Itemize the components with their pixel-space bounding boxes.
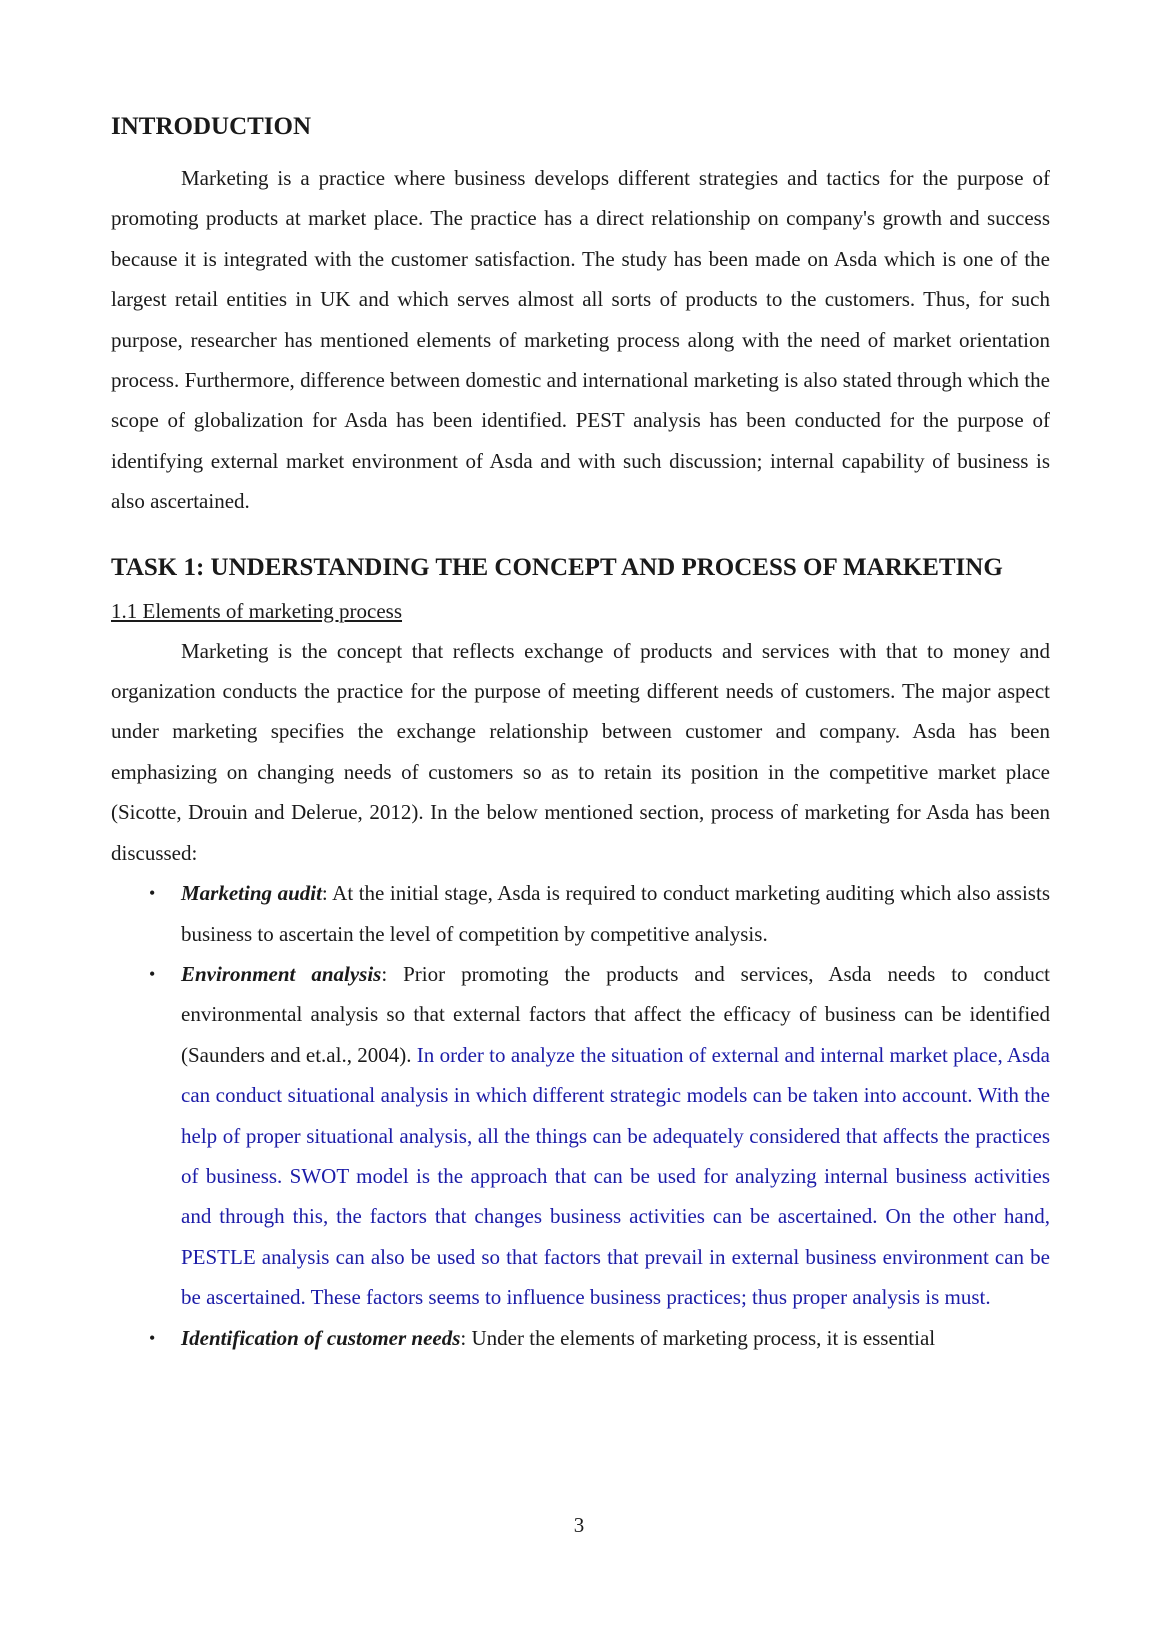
section-1-1-heading: 1.1 Elements of marketing process	[111, 598, 403, 623]
bullet-text: : Prior promoting the products and services, Asda needs to conduct environmental analysis so that external factors that affect the efficacy of business can be identified (Saunders and et.al., 2004).	[181, 961, 1050, 1067]
task1-heading: TASK 1: UNDERSTANDING THE CONCEPT AND PROCESS OF MARKETING	[111, 553, 1003, 581]
bullet-term: Identification of customer needs	[181, 1325, 461, 1350]
highlighted-text: In order to analyze the situation of external and internal market place, Asda can conduct situational analysis in which different strategic models can be taken into account. With the help of proper situational analysis, all the things can be adequately considered that affects the practices of business. SWOT model is the approach that can be used for analyzing internal business activities and through this, the factors that changes business activities can be ascertained. On the other hand, PESTLE analysis can also be used so that factors that prevail in external business environment can be be ascertained. These factors seems to influence business practices; thus proper analysis is must.	[181, 1042, 1051, 1310]
document-page	[111, 104, 1050, 1358]
bullet-text: : At the initial stage, Asda is required to conduct marketing auditing which also assists business to ascertain the level of competition by competitive analysis.	[181, 881, 1050, 946]
bullet-icon: •	[149, 963, 156, 984]
task1-paragraph: Marketing is the concept that reflects exchange of products and services with that to money and organization conducts the practice for the purpose of meeting different needs of customers. The major aspect under marketing specifies the exchange relationship between customer and company. Asda has been emphasizing on changing needs of customers so as to retain its position in the competitive market place (Sicotte, Drouin and Delerue, 2012). In the below mentioned section, process of marketing for Asda has been discussed:	[111, 638, 1050, 865]
intro-heading: INTRODUCTION	[111, 113, 312, 140]
bullet-term: Marketing audit	[181, 881, 322, 906]
list-item-environment-analysis	[111, 954, 1050, 1318]
list-item-customer-needs	[111, 1318, 1050, 1358]
bullet-term: Environment analysis	[181, 961, 382, 986]
bullet-icon: •	[149, 883, 156, 904]
list-item-marketing-audit	[111, 873, 1050, 954]
page-number: 3	[573, 1513, 585, 1537]
bullet-icon: •	[149, 1327, 156, 1348]
marketing-process-list	[111, 873, 1050, 1358]
bullet-text: : Under the elements of marketing process, it is essential	[460, 1325, 936, 1350]
intro-paragraph: Marketing is a practice where business develops different strategies and tactics for the purpose of promoting products at market place. The practice has a direct relationship on company's growth and success because it is integrated with the customer satisfaction. The study has been made on Asda which is one of the largest retail entities in UK and which serves almost all sorts of products to the customers. Thus, for such purpose, researcher has mentioned elements of marketing process along with the need of market orientation process. Furthermore, difference between domestic and international marketing is also stated through which the scope of globalization for Asda has been identified. PEST analysis has been conducted for the purpose of identifying external market environment of Asda and with such discussion; internal capability of business is also ascertained.	[111, 166, 1050, 514]
